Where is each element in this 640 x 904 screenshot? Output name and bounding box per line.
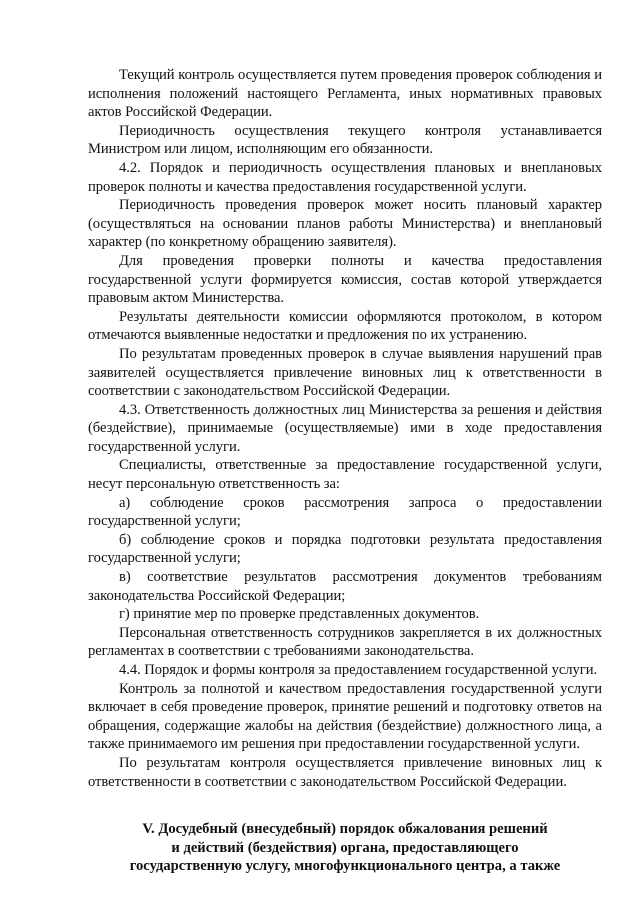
heading-line-1: V. Досудебный (внесудебный) порядок обжалования решений bbox=[142, 821, 548, 837]
paragraph-commission: Для проведения проверки полноты и качества предоставления государственной услуги формируется комиссия, состав которой утверждается правовым актом Министерства. bbox=[88, 252, 602, 307]
document-body bbox=[88, 66, 602, 791]
paragraph-current-control: Текущий контроль осуществляется путем проведения проверок соблюдения и исполнения положений настоящего Регламента, иных нормативных правовых актов Российской Федерации. bbox=[88, 67, 602, 121]
heading-line-3: государственную услугу, многофункционального центра, а также bbox=[129, 858, 561, 875]
section-v-heading bbox=[88, 820, 602, 876]
paragraph-section-4-2: 4.2. Порядок и периодичность осуществления плановых и внеплановых проверок полноты и качества предоставления государственной услуги. bbox=[88, 159, 602, 195]
paragraph-specialists: Специалисты, ответственные за предоставление государственной услуги, несут персональную ответственность за: bbox=[88, 457, 602, 493]
heading-line-2: и действий (бездействия) органа, предоставляющего bbox=[171, 839, 519, 856]
paragraph-item-a: а) соблюдение сроков рассмотрения запроса о предоставлении государственной услуги; bbox=[88, 494, 602, 530]
paragraph-commission-results: Результаты деятельности комиссии оформляются протоколом, в котором отмечаются выявленные недостатки и предложения по их устранению. bbox=[88, 308, 602, 344]
paragraph-item-b: б) соблюдение сроков и порядка подготовки результата предоставления государственной услуги; bbox=[88, 531, 602, 567]
paragraph-control-results: По результатам контроля осуществляется привлечение виновных лиц к ответственности в соответствии с законодательством Российской Федерации. bbox=[88, 754, 602, 790]
paragraph-section-4-4: 4.4. Порядок и формы контроля за предоставлением государственной услуги. bbox=[119, 662, 598, 678]
paragraph-item-g: г) принятие мер по проверке представленных документов. bbox=[119, 606, 480, 623]
paragraph-section-4-3: 4.3. Ответственность должностных лиц Министерства за решения и действия (бездействие), принимаемые (осуществляемые) ими в ходе предоставления государственной услуги. bbox=[88, 401, 602, 455]
paragraph-quality-control: Контроль за полнотой и качеством предоставления государственной услуги включает в себя проведение проверок, принятие решений и подготовку ответов на обращения, содержащие жалобы на действия (бездействие) должностного лица, а также принимаемого им решения при предоставлении государственной услуги. bbox=[88, 680, 602, 753]
paragraph-inspection-periodicity: Периодичность проведения проверок может носить плановый характер (осуществляться на основании планов работы Министерства) и внеплановый характер (по конкретному обращению заявителя). bbox=[88, 197, 602, 251]
paragraph-item-v: в) соответствие результатов рассмотрения документов требованиям законодательства Российской Федерации; bbox=[88, 569, 602, 604]
paragraph-personal-responsibility: Персональная ответственность сотрудников закрепляется в их должностных регламентах в соответствии с требованиями законодательства. bbox=[88, 624, 602, 660]
paragraph-violations: По результатам проведенных проверок в случае выявления нарушений прав заявителей осуществляется привлечение виновных лиц к ответственности в соответствии с законодательством Российской Федерации. bbox=[88, 345, 602, 400]
paragraph-periodicity-current: Периодичность осуществления текущего контроля устанавливается Министром или лицом, исполняющим его обязанности. bbox=[88, 122, 602, 158]
